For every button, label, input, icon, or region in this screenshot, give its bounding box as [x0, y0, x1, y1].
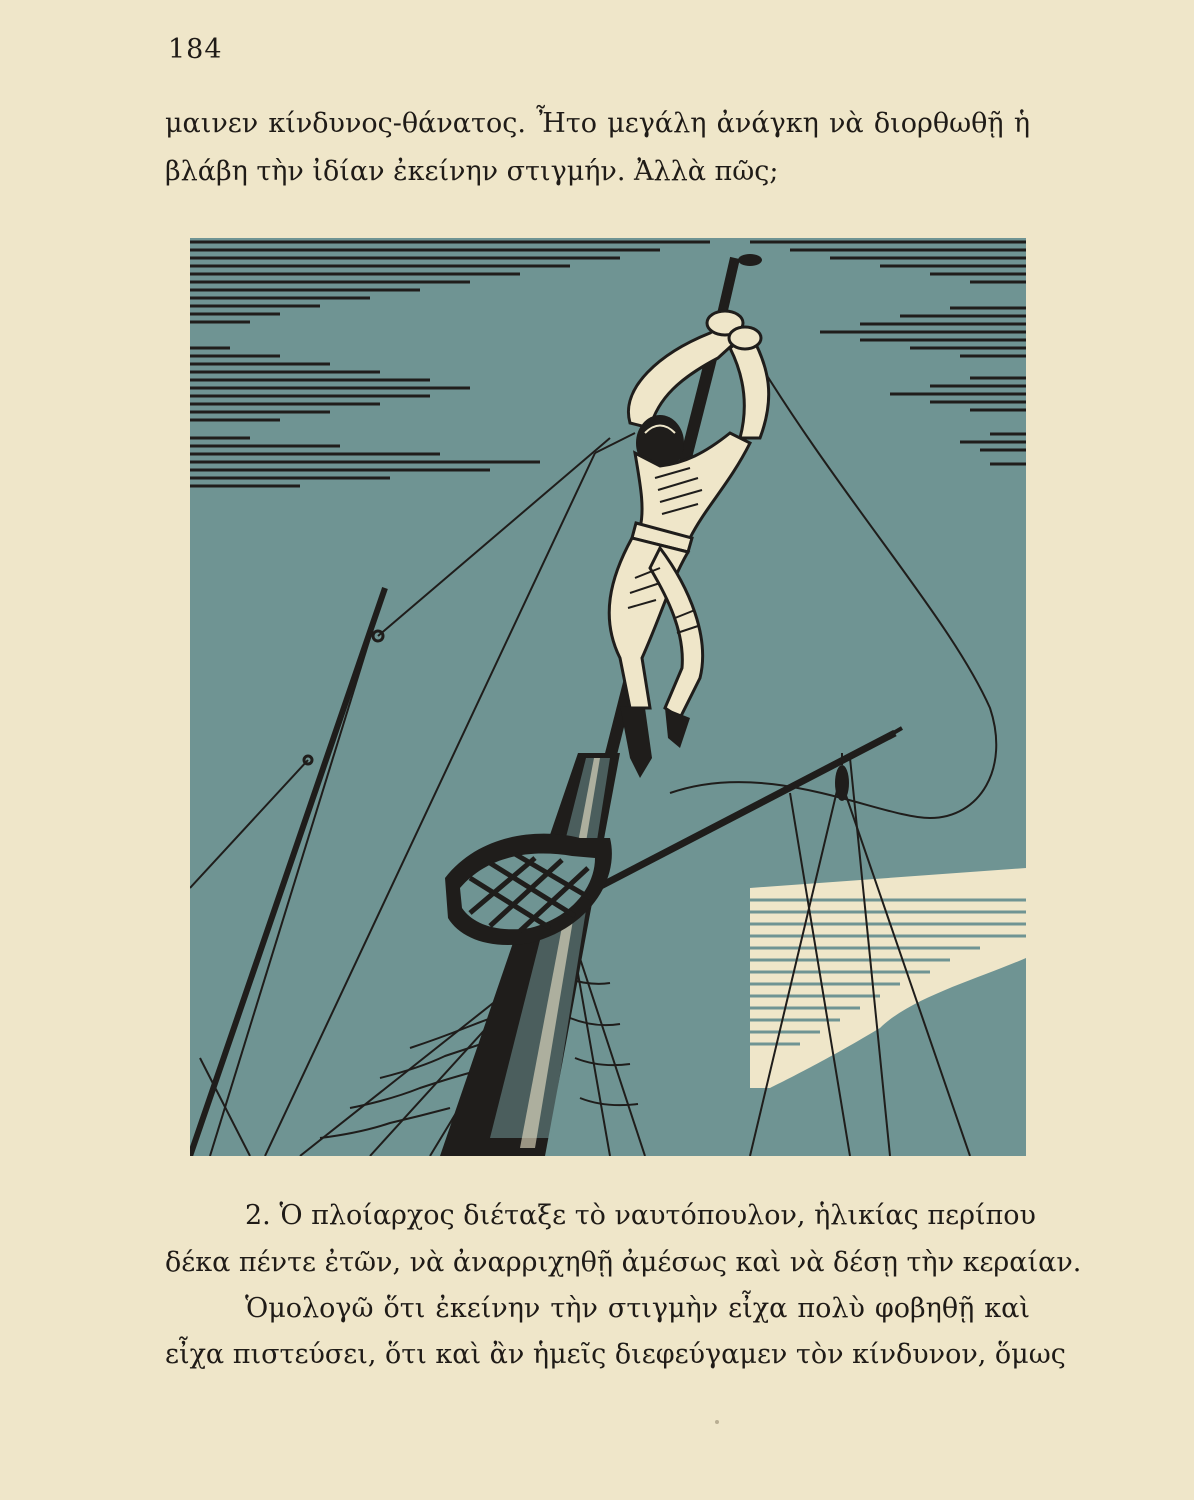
paragraph-line: δέκα πέντε ἐτῶν, νὰ ἀναρριχηθῇ ἀμέσως καὶ νὰ δέσῃ τὴν κεραίαν. — [165, 1247, 1082, 1278]
paragraph-line: Ὁμολογῶ ὅτι ἐκείνην τὴν στιγμὴν εἶχα πολὺ φοβηθῇ καὶ — [245, 1293, 1030, 1324]
illustration-sailor-mast — [190, 238, 1026, 1156]
paper-speck — [715, 1420, 719, 1424]
page-number: 184 — [168, 34, 223, 65]
paragraph-line: εἶχα πιστεύσει, ὅτι καὶ ἂν ἡμεῖς διεφεύγαμεν τὸν κίνδυνον, ὅμως — [165, 1339, 1066, 1370]
paragraph-line: 2. Ὁ πλοίαρχος διέταξε τὸ ναυτόπουλον, ἡλικίας περίπου — [245, 1200, 1036, 1231]
paragraph-line: μαινεν κίνδυνος-θάνατος. Ἦτο μεγάλη ἀνάγκη νὰ διορθωθῇ ἡ — [165, 108, 1030, 139]
paragraph-line: βλάβη τὴν ἰδίαν ἐκείνην στιγμήν. Ἀλλὰ πῶς; — [165, 156, 779, 187]
sky-background — [190, 238, 1026, 1156]
